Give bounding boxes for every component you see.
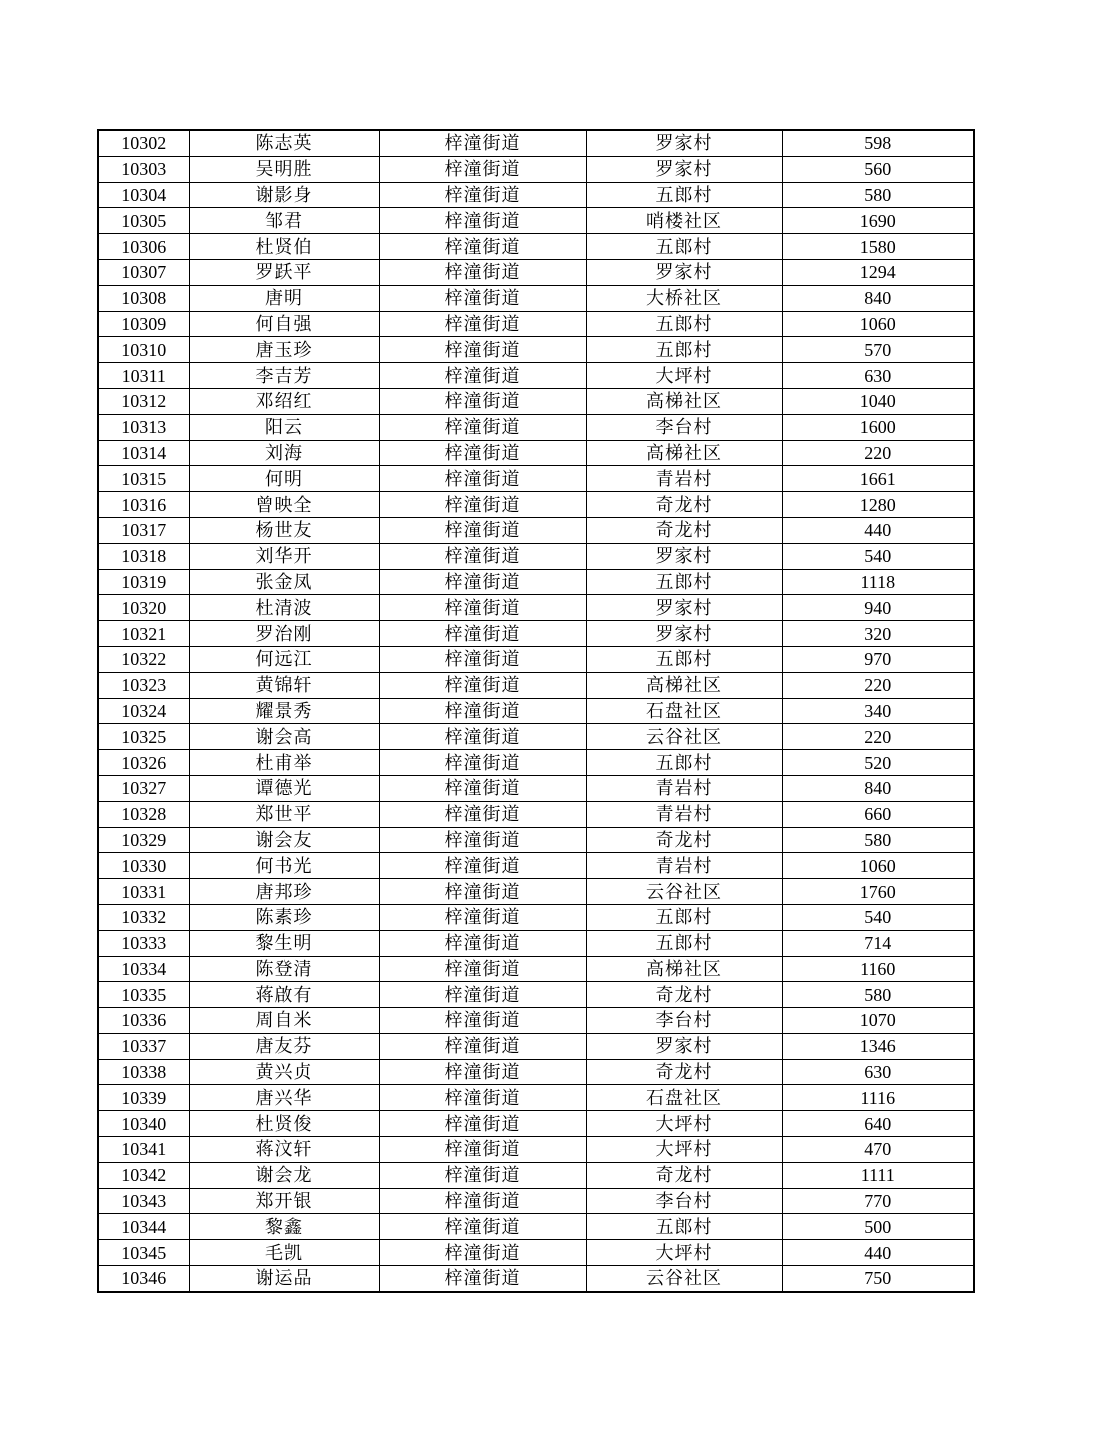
person-name-cell: 杜清波	[189, 595, 379, 621]
person-name-cell: 谢运品	[189, 1266, 379, 1292]
record-id-cell: 10343	[98, 1188, 189, 1214]
amount-cell: 580	[782, 827, 974, 853]
village-cell: 青岩村	[586, 466, 782, 492]
street-cell: 梓潼街道	[379, 130, 586, 156]
record-id-cell: 10331	[98, 879, 189, 905]
village-cell: 云谷社区	[586, 1266, 782, 1292]
table-row	[98, 1137, 974, 1163]
amount-cell: 580	[782, 182, 974, 208]
village-cell: 奇龙村	[586, 827, 782, 853]
record-id-cell: 10323	[98, 672, 189, 698]
table-row	[98, 698, 974, 724]
street-cell: 梓潼街道	[379, 182, 586, 208]
street-cell: 梓潼街道	[379, 672, 586, 698]
amount-cell: 640	[782, 1111, 974, 1137]
village-cell: 奇龙村	[586, 1059, 782, 1085]
table-row	[98, 517, 974, 543]
amount-cell: 630	[782, 363, 974, 389]
village-cell: 奇龙村	[586, 492, 782, 518]
street-cell: 梓潼街道	[379, 1137, 586, 1163]
village-cell: 奇龙村	[586, 982, 782, 1008]
street-cell: 梓潼街道	[379, 827, 586, 853]
street-cell: 梓潼街道	[379, 930, 586, 956]
table-row	[98, 750, 974, 776]
amount-cell: 440	[782, 517, 974, 543]
street-cell: 梓潼街道	[379, 466, 586, 492]
street-cell: 梓潼街道	[379, 853, 586, 879]
village-cell: 云谷社区	[586, 879, 782, 905]
person-name-cell: 黎鑫	[189, 1214, 379, 1240]
person-name-cell: 唐邦珍	[189, 879, 379, 905]
record-id-cell: 10308	[98, 285, 189, 311]
table-row	[98, 1111, 974, 1137]
table-row	[98, 853, 974, 879]
street-cell: 梓潼街道	[379, 801, 586, 827]
village-cell: 李台村	[586, 1188, 782, 1214]
village-cell: 大坪村	[586, 1240, 782, 1266]
person-name-cell: 谢影身	[189, 182, 379, 208]
street-cell: 梓潼街道	[379, 1214, 586, 1240]
person-name-cell: 唐玉珍	[189, 337, 379, 363]
street-cell: 梓潼街道	[379, 440, 586, 466]
amount-cell: 1118	[782, 569, 974, 595]
amount-cell: 1690	[782, 208, 974, 234]
amount-cell: 1070	[782, 1008, 974, 1034]
table-row	[98, 1085, 974, 1111]
table-row	[98, 182, 974, 208]
street-cell: 梓潼街道	[379, 337, 586, 363]
table-row	[98, 492, 974, 518]
person-name-cell: 陈素珍	[189, 904, 379, 930]
record-id-cell: 10342	[98, 1162, 189, 1188]
record-id-cell: 10305	[98, 208, 189, 234]
table-row	[98, 646, 974, 672]
record-id-cell: 10337	[98, 1033, 189, 1059]
amount-cell: 470	[782, 1137, 974, 1163]
amount-cell: 940	[782, 595, 974, 621]
street-cell: 梓潼街道	[379, 1266, 586, 1292]
record-id-cell: 10341	[98, 1137, 189, 1163]
record-id-cell: 10317	[98, 517, 189, 543]
record-id-cell: 10334	[98, 956, 189, 982]
person-name-cell: 阳云	[189, 414, 379, 440]
amount-cell: 1111	[782, 1162, 974, 1188]
street-cell: 梓潼街道	[379, 259, 586, 285]
person-name-cell: 郑世平	[189, 801, 379, 827]
person-name-cell: 邓绍红	[189, 388, 379, 414]
amount-cell: 840	[782, 775, 974, 801]
records-table	[97, 129, 975, 1293]
amount-cell: 220	[782, 672, 974, 698]
table-row	[98, 311, 974, 337]
person-name-cell: 吴明胜	[189, 156, 379, 182]
amount-cell: 220	[782, 724, 974, 750]
village-cell: 石盘社区	[586, 698, 782, 724]
amount-cell: 1600	[782, 414, 974, 440]
record-id-cell: 10329	[98, 827, 189, 853]
record-id-cell: 10332	[98, 904, 189, 930]
street-cell: 梓潼街道	[379, 621, 586, 647]
table-row	[98, 724, 974, 750]
person-name-cell: 陈志英	[189, 130, 379, 156]
table-row	[98, 363, 974, 389]
table-row	[98, 440, 974, 466]
table-row	[98, 388, 974, 414]
village-cell: 奇龙村	[586, 1162, 782, 1188]
table-row	[98, 827, 974, 853]
person-name-cell: 蒋啟有	[189, 982, 379, 1008]
village-cell: 高梯社区	[586, 956, 782, 982]
village-cell: 高梯社区	[586, 672, 782, 698]
table-row	[98, 1033, 974, 1059]
amount-cell: 1580	[782, 234, 974, 260]
amount-cell: 630	[782, 1059, 974, 1085]
table-row	[98, 1214, 974, 1240]
amount-cell: 1040	[782, 388, 974, 414]
person-name-cell: 黄锦轩	[189, 672, 379, 698]
record-id-cell: 10316	[98, 492, 189, 518]
table-row	[98, 930, 974, 956]
amount-cell: 598	[782, 130, 974, 156]
person-name-cell: 杜甫举	[189, 750, 379, 776]
record-id-cell: 10344	[98, 1214, 189, 1240]
amount-cell: 770	[782, 1188, 974, 1214]
village-cell: 青岩村	[586, 775, 782, 801]
person-name-cell: 何书光	[189, 853, 379, 879]
table-row	[98, 595, 974, 621]
record-id-cell: 10336	[98, 1008, 189, 1034]
street-cell: 梓潼街道	[379, 775, 586, 801]
street-cell: 梓潼街道	[379, 208, 586, 234]
record-id-cell: 10335	[98, 982, 189, 1008]
person-name-cell: 杜贤俊	[189, 1111, 379, 1137]
person-name-cell: 谢会高	[189, 724, 379, 750]
person-name-cell: 蒋汶轩	[189, 1137, 379, 1163]
record-id-cell: 10306	[98, 234, 189, 260]
amount-cell: 1294	[782, 259, 974, 285]
amount-cell: 540	[782, 904, 974, 930]
record-id-cell: 10327	[98, 775, 189, 801]
village-cell: 五郎村	[586, 646, 782, 672]
person-name-cell: 毛凯	[189, 1240, 379, 1266]
amount-cell: 440	[782, 1240, 974, 1266]
record-id-cell: 10312	[98, 388, 189, 414]
amount-cell: 660	[782, 801, 974, 827]
table-row	[98, 879, 974, 905]
record-id-cell: 10304	[98, 182, 189, 208]
record-id-cell: 10346	[98, 1266, 189, 1292]
village-cell: 哨楼社区	[586, 208, 782, 234]
village-cell: 五郎村	[586, 311, 782, 337]
person-name-cell: 黎生明	[189, 930, 379, 956]
street-cell: 梓潼街道	[379, 1188, 586, 1214]
village-cell: 青岩村	[586, 853, 782, 879]
person-name-cell: 唐明	[189, 285, 379, 311]
amount-cell: 320	[782, 621, 974, 647]
record-id-cell: 10322	[98, 646, 189, 672]
street-cell: 梓潼街道	[379, 285, 586, 311]
village-cell: 高梯社区	[586, 388, 782, 414]
village-cell: 五郎村	[586, 750, 782, 776]
person-name-cell: 唐兴华	[189, 1085, 379, 1111]
table-row	[98, 621, 974, 647]
street-cell: 梓潼街道	[379, 156, 586, 182]
record-id-cell: 10321	[98, 621, 189, 647]
person-name-cell: 曾映全	[189, 492, 379, 518]
street-cell: 梓潼街道	[379, 1059, 586, 1085]
amount-cell: 580	[782, 982, 974, 1008]
table-row	[98, 956, 974, 982]
person-name-cell: 耀景秀	[189, 698, 379, 724]
amount-cell: 750	[782, 1266, 974, 1292]
amount-cell: 1760	[782, 879, 974, 905]
village-cell: 李台村	[586, 1008, 782, 1034]
village-cell: 大坪村	[586, 1137, 782, 1163]
street-cell: 梓潼街道	[379, 879, 586, 905]
record-id-cell: 10338	[98, 1059, 189, 1085]
amount-cell: 570	[782, 337, 974, 363]
table-row	[98, 1162, 974, 1188]
record-id-cell: 10307	[98, 259, 189, 285]
amount-cell: 1060	[782, 311, 974, 337]
village-cell: 李台村	[586, 414, 782, 440]
village-cell: 罗家村	[586, 543, 782, 569]
person-name-cell: 何远江	[189, 646, 379, 672]
person-name-cell: 刘华开	[189, 543, 379, 569]
table-row	[98, 543, 974, 569]
village-cell: 五郎村	[586, 337, 782, 363]
record-id-cell: 10333	[98, 930, 189, 956]
street-cell: 梓潼街道	[379, 363, 586, 389]
person-name-cell: 郑开银	[189, 1188, 379, 1214]
amount-cell: 500	[782, 1214, 974, 1240]
street-cell: 梓潼街道	[379, 698, 586, 724]
record-id-cell: 10313	[98, 414, 189, 440]
person-name-cell: 陈登清	[189, 956, 379, 982]
table-row	[98, 337, 974, 363]
street-cell: 梓潼街道	[379, 543, 586, 569]
table-row	[98, 156, 974, 182]
street-cell: 梓潼街道	[379, 982, 586, 1008]
amount-cell: 340	[782, 698, 974, 724]
person-name-cell: 李吉芳	[189, 363, 379, 389]
table-row	[98, 982, 974, 1008]
village-cell: 罗家村	[586, 130, 782, 156]
table-row	[98, 1240, 974, 1266]
street-cell: 梓潼街道	[379, 595, 586, 621]
amount-cell: 970	[782, 646, 974, 672]
village-cell: 青岩村	[586, 801, 782, 827]
person-name-cell: 罗跃平	[189, 259, 379, 285]
village-cell: 高梯社区	[586, 440, 782, 466]
amount-cell: 1060	[782, 853, 974, 879]
village-cell: 五郎村	[586, 1214, 782, 1240]
village-cell: 罗家村	[586, 621, 782, 647]
street-cell: 梓潼街道	[379, 956, 586, 982]
village-cell: 大坪村	[586, 363, 782, 389]
street-cell: 梓潼街道	[379, 724, 586, 750]
amount-cell: 714	[782, 930, 974, 956]
table-row	[98, 1008, 974, 1034]
table-row	[98, 285, 974, 311]
village-cell: 五郎村	[586, 904, 782, 930]
person-name-cell: 谢会龙	[189, 1162, 379, 1188]
table-row	[98, 1266, 974, 1292]
person-name-cell: 谢会友	[189, 827, 379, 853]
person-name-cell: 谭德光	[189, 775, 379, 801]
amount-cell: 560	[782, 156, 974, 182]
table-row	[98, 466, 974, 492]
street-cell: 梓潼街道	[379, 1085, 586, 1111]
street-cell: 梓潼街道	[379, 388, 586, 414]
table-row	[98, 1059, 974, 1085]
record-id-cell: 10325	[98, 724, 189, 750]
village-cell: 罗家村	[586, 259, 782, 285]
street-cell: 梓潼街道	[379, 311, 586, 337]
street-cell: 梓潼街道	[379, 1240, 586, 1266]
street-cell: 梓潼街道	[379, 1111, 586, 1137]
record-id-cell: 10302	[98, 130, 189, 156]
street-cell: 梓潼街道	[379, 646, 586, 672]
village-cell: 五郎村	[586, 930, 782, 956]
village-cell: 奇龙村	[586, 517, 782, 543]
record-id-cell: 10324	[98, 698, 189, 724]
record-id-cell: 10339	[98, 1085, 189, 1111]
table-row	[98, 414, 974, 440]
table-row	[98, 208, 974, 234]
village-cell: 云谷社区	[586, 724, 782, 750]
records-body	[98, 130, 974, 1292]
street-cell: 梓潼街道	[379, 1033, 586, 1059]
person-name-cell: 黄兴贞	[189, 1059, 379, 1085]
village-cell: 大桥社区	[586, 285, 782, 311]
amount-cell: 1160	[782, 956, 974, 982]
record-id-cell: 10311	[98, 363, 189, 389]
village-cell: 罗家村	[586, 595, 782, 621]
record-id-cell: 10330	[98, 853, 189, 879]
table-row	[98, 234, 974, 260]
person-name-cell: 周自米	[189, 1008, 379, 1034]
record-id-cell: 10326	[98, 750, 189, 776]
person-name-cell: 唐友芬	[189, 1033, 379, 1059]
table-row	[98, 775, 974, 801]
amount-cell: 520	[782, 750, 974, 776]
village-cell: 罗家村	[586, 156, 782, 182]
village-cell: 五郎村	[586, 182, 782, 208]
street-cell: 梓潼街道	[379, 904, 586, 930]
village-cell: 罗家村	[586, 1033, 782, 1059]
table-row	[98, 672, 974, 698]
person-name-cell: 杨世友	[189, 517, 379, 543]
person-name-cell: 罗治刚	[189, 621, 379, 647]
person-name-cell: 何自强	[189, 311, 379, 337]
record-id-cell: 10310	[98, 337, 189, 363]
person-name-cell: 何明	[189, 466, 379, 492]
table-row	[98, 259, 974, 285]
table-row	[98, 904, 974, 930]
street-cell: 梓潼街道	[379, 234, 586, 260]
record-id-cell: 10328	[98, 801, 189, 827]
person-name-cell: 杜贤伯	[189, 234, 379, 260]
street-cell: 梓潼街道	[379, 1008, 586, 1034]
amount-cell: 1280	[782, 492, 974, 518]
amount-cell: 220	[782, 440, 974, 466]
street-cell: 梓潼街道	[379, 414, 586, 440]
amount-cell: 1661	[782, 466, 974, 492]
street-cell: 梓潼街道	[379, 750, 586, 776]
table-row	[98, 1188, 974, 1214]
table-row	[98, 569, 974, 595]
village-cell: 五郎村	[586, 234, 782, 260]
record-id-cell: 10318	[98, 543, 189, 569]
record-id-cell: 10320	[98, 595, 189, 621]
amount-cell: 1116	[782, 1085, 974, 1111]
record-id-cell: 10303	[98, 156, 189, 182]
record-id-cell: 10345	[98, 1240, 189, 1266]
record-id-cell: 10340	[98, 1111, 189, 1137]
village-cell: 石盘社区	[586, 1085, 782, 1111]
street-cell: 梓潼街道	[379, 492, 586, 518]
street-cell: 梓潼街道	[379, 1162, 586, 1188]
person-name-cell: 邹君	[189, 208, 379, 234]
record-id-cell: 10315	[98, 466, 189, 492]
record-id-cell: 10314	[98, 440, 189, 466]
street-cell: 梓潼街道	[379, 517, 586, 543]
village-cell: 大坪村	[586, 1111, 782, 1137]
amount-cell: 840	[782, 285, 974, 311]
street-cell: 梓潼街道	[379, 569, 586, 595]
person-name-cell: 张金凤	[189, 569, 379, 595]
person-name-cell: 刘海	[189, 440, 379, 466]
record-id-cell: 10309	[98, 311, 189, 337]
record-id-cell: 10319	[98, 569, 189, 595]
amount-cell: 1346	[782, 1033, 974, 1059]
amount-cell: 540	[782, 543, 974, 569]
village-cell: 五郎村	[586, 569, 782, 595]
table-row	[98, 130, 974, 156]
table-row	[98, 801, 974, 827]
